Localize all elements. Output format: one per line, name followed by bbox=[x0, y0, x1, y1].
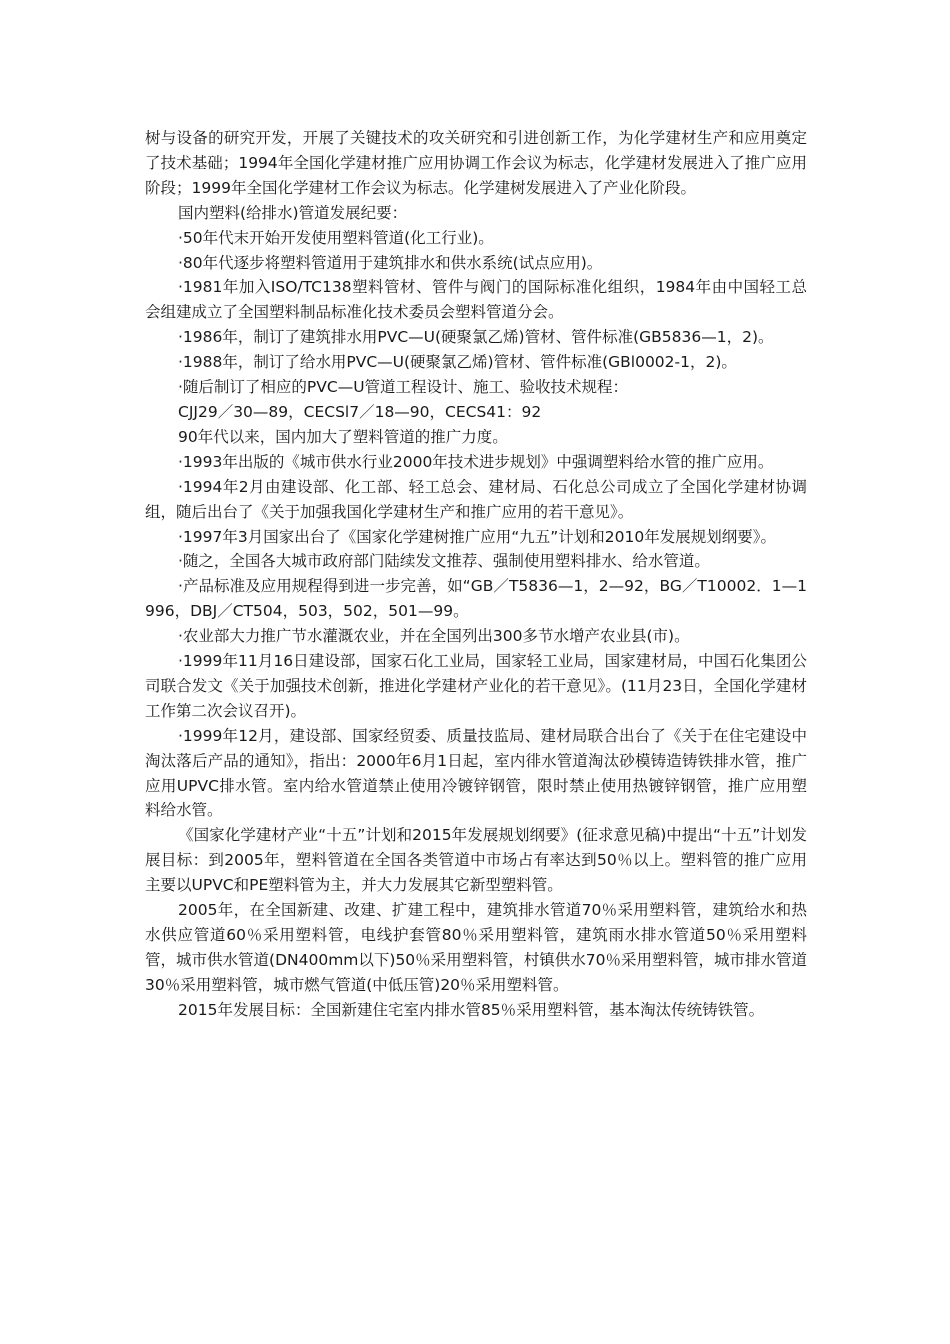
document-body bbox=[145, 126, 807, 1023]
list-item-1981: ·1981年加入ISO/TC138塑料管材、管件与阀门的国际标准化组织，1984年由中国轻工总会组建成立了全国塑料制品标准化技术委员会塑料管道分会。 bbox=[145, 278, 807, 322]
paragraph-1990s: 90年代以来，国内加大了塑料管道的推广力度。 bbox=[178, 427, 508, 446]
paragraph-heading-pipe-history: 国内塑料(给排水)管道发展纪要： bbox=[178, 203, 408, 222]
list-item-1997: ·1997年3月国家出台了《国家化学建树推广应用“九五”计划和2010年发展规划纲要》。 bbox=[178, 527, 776, 546]
list-item-1999-nov: ·1999年11月16日建设部，国家石化工业局，国家轻工业局，国家建材局，中国石化集团公司联合发文《关于加强技术创新，推进化学建材产业化的若干意见》。(11月23日，全国化学建材工作第二次会议召开)。 bbox=[145, 652, 807, 720]
list-item-1994: ·1994年2月由建设部、化工部、轻工总会、建材局、石化总公司成立了全国化学建材协调组，随后出台了《关于加强我国化学建材生产和推广应用的若干意见》。 bbox=[145, 477, 807, 521]
paragraph-2015-targets: 2015年发展目标：全国新建住宅室内排水管85％采用塑料管，基本淘汰传统铸铁管。 bbox=[178, 1000, 765, 1019]
list-item-product-standards: ·产品标准及应用规程得到进一步完善，如“GB／T5836—1，2—92，BG／T10002．1—1996，DBJ／CT504，503，502，501—99。 bbox=[145, 577, 807, 621]
list-item-city-policies: ·随之，全国各大城市政府部门陆续发文推荐、强制使用塑料排水、给水管道。 bbox=[178, 552, 710, 571]
list-item-1993: ·1993年出版的《城市供水行业2000年技术进步规划》中强调塑料给水管的推广应用。 bbox=[178, 452, 774, 471]
list-item-1988: ·1988年，制订了给水用PVC—U(硬聚氯乙烯)管材、管件标准(GBl0002-1，2)。 bbox=[178, 353, 737, 372]
list-item-1986: ·1986年，制订了建筑排水用PVC—U(硬聚氯乙烯)管材、管件标准(GB5836—1，2)。 bbox=[178, 328, 774, 347]
list-item-agriculture: ·农业部大力推广节水灌溉农业，并在全国列出300多节水增产农业县(市)。 bbox=[178, 627, 690, 646]
list-item-1950s: ·50年代末开始开发使用塑料管道(化工行业)。 bbox=[178, 228, 494, 247]
list-item-1980s: ·80年代逐步将塑料管道用于建筑排水和供水系统(试点应用)。 bbox=[178, 253, 603, 272]
paragraph-intro-continuation: 树与设备的研究开发，开展了关键技术的攻关研究和引进创新工作，为化学建材生产和应用奠定了技术基础；1994年全国化学建材推广应用协调工作会议为标志，化学建材发展进入了推广应用阶段；1999年全国化学建材工作会议为标志。化学建树发展进入了产业化阶段。 bbox=[145, 129, 807, 197]
list-item-regulations: ·随后制订了相应的PVC—U管道工程设计、施工、验收技术规程： bbox=[178, 378, 629, 397]
list-item-1999-dec: ·1999年12月，建设部、国家经贸委、质量技监局、建材局联合出台了《关于在住宅建设中淘汰落后产品的通知》，指出：2000年6月1日起，室内徘水管道淘汰砂模铸造铸铁排水管，推广应用UPVC排水管。室内给水管道禁止使用冷镀锌钢管，限时禁止使用热镀锌钢管，推广应用塑料给水管。 bbox=[145, 726, 807, 820]
paragraph-tenth-five-year-plan: 《国家化学建材产业“十五”计划和2015年发展规划纲要》(征求意见稿)中提出“十五”计划发展目标：到2005年，塑料管道在全国各类管道中市场占有率达到50％以上。塑料管的推广应用主要以UPVC和PE塑料管为主，并大力发展其它新型塑料管。 bbox=[145, 826, 807, 895]
list-item-standard-codes: CJJ29／30—89，CECSl7／18—90，CECS41：92 bbox=[178, 402, 542, 421]
paragraph-2005-targets: 2005年，在全国新建、改建、扩建工程中，建筑排水管道70％采用塑料管，建筑给水和热水供应管道60％采用塑料管，电线护套管80％采用塑料管，建筑雨水排水管道50％采用塑料管，城市供水管道(DN400mm以下)50％采用塑料管，村镇供水70％采用塑料管，城市排水管道30％采用塑料管，城市燃气管道(中低压管)20％采用塑料管。 bbox=[145, 901, 807, 994]
